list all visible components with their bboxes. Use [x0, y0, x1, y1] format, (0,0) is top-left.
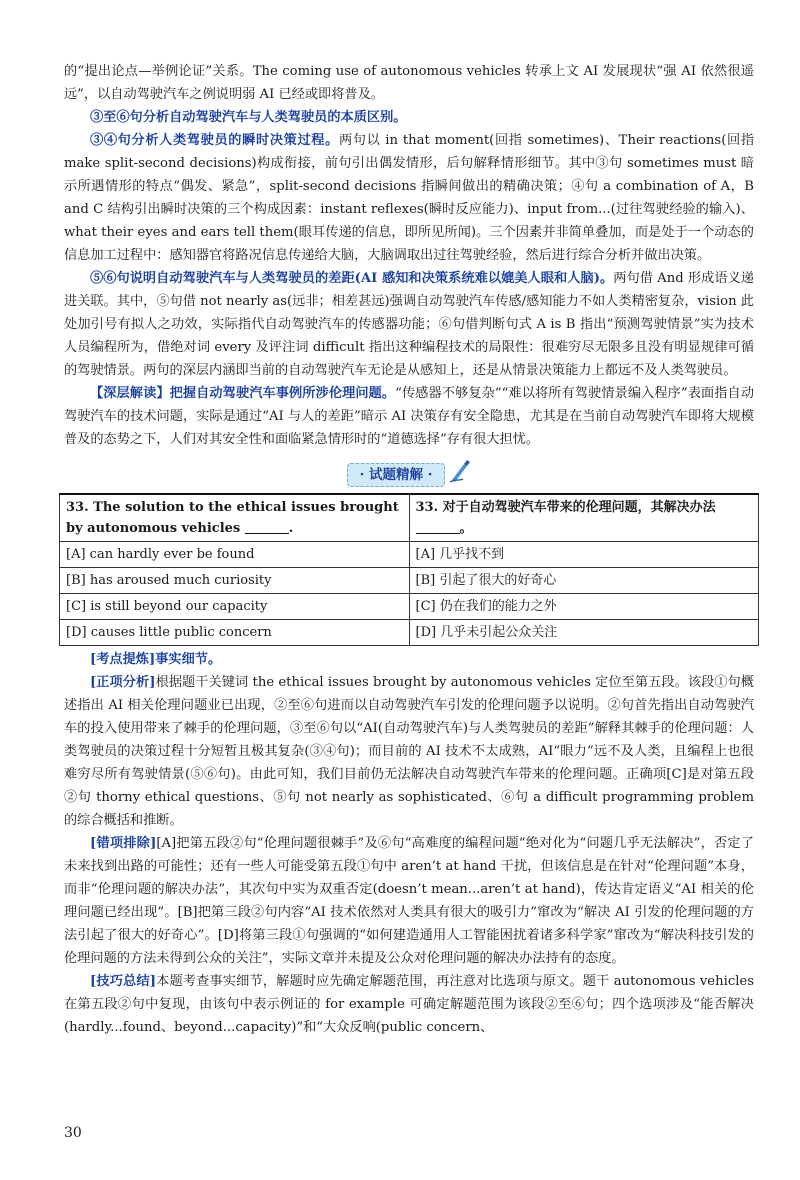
- heading-text: ③至⑥句分析自动驾驶汽车与人类驾驶员的本质区别。: [90, 110, 407, 125]
- key-point-tag: [考点提炼]: [90, 652, 156, 667]
- deep-reading-text: “传感器不够复杂”“难以将所有驾驶情景编入程序”表面指自动驾驶汽车的技术问题，实际是通过“AI 与人的差距”暗示 AI 决策存有安全隐患，尤其是在当前自动驾驶汽车即将大规模普及的态势之下，人们对其安全性和面临紧急情形时的“道德选择”存有很大担忧。: [64, 386, 755, 447]
- correct-analysis-text: 根据题干关键词 the ethical issues brought by autonomous vehicles 定位至第五段。该段①句概述指出 AI 相关伦理问题业已出现，②至⑥句进而以自动驾驶汽车引发的伦理问题予以说明。②句首先指出自动驾驶汽车的投入使用带来了棘手的伦理问题，③至⑥句以“AI(自动驾驶汽车)与人类驾驶员的差距”解释其棘手的伦理问题：人类驾驶员的决策过程十分短暂且极其复杂(③④句)；而目前的 AI 技术不太成熟，AI“眼力”远不及人类，且编程上也很难穷尽所有驾驶情景(⑤⑥句)。由此可知，我们目前仍无法解决自动驾驶汽车带来的伦理问题。正确项[C]是对第五段②句 thorny ethical questions、⑤句 not nearly as sophisticated、⑥句 a difficult programming problem 的综合概括和推断。: [64, 675, 754, 828]
- deep-reading-paragraph: [64, 382, 754, 451]
- option-row-a: [60, 542, 759, 568]
- option-cn: [B] 引起了很大的好奇心: [409, 568, 759, 594]
- question-stem-row: [60, 494, 759, 542]
- option-en: [B] has aroused much curiosity: [60, 568, 410, 594]
- correct-analysis-paragraph: [64, 671, 754, 832]
- skill-summary-paragraph: [64, 970, 754, 1039]
- deep-reading-tag: 【深层解读】: [90, 386, 170, 401]
- option-row-c: [60, 594, 759, 620]
- heading-text: ③④句分析人类驾驶员的瞬时决策过程。: [90, 133, 339, 148]
- pen-icon: [449, 459, 471, 491]
- question-stem-cn: 33. 对于自动驾驶汽车带来的伦理问题，其解决办法。: [409, 494, 759, 542]
- option-en: [A] can hardly ever be found: [60, 542, 410, 568]
- correct-analysis-tag: [正项分析]: [90, 675, 156, 690]
- page-number: 30: [64, 1125, 82, 1141]
- option-en: [D] causes little public concern: [60, 620, 410, 646]
- skill-summary-text: 本题考查事实细节，解题时应先确定解题范围，再注意对比选项与原文。题干 autonomous vehicles 在第五段②句中复现，由该句中表示例证的 for example 可确定解题范围为该段②至⑥句；四个选项涉及“能否解决(hardly...found、beyond...capacity)”和“大众反响(public concern、: [64, 974, 754, 1035]
- section-heading-3-6: [64, 106, 754, 129]
- skill-summary-tag: [技巧总结]: [90, 974, 156, 989]
- section-banner: [64, 459, 754, 487]
- question-stem-en: 33. The solution to the ethical issues brought by autonomous vehicles .: [60, 494, 410, 542]
- option-cn: [D] 几乎未引起公众关注: [409, 620, 759, 646]
- paragraph-56: [64, 267, 754, 382]
- paragraph-intro: 的“提出论点—举例论证”关系。The coming use of autonomous vehicles 转承上文 AI 发展现状“强 AI 依然很遥远”，以自动驾驶汽车之例说明弱 AI 已经或即将普及。: [64, 64, 754, 102]
- content: [64, 60, 754, 1039]
- answer-blank: [245, 519, 289, 534]
- question-table: [59, 493, 759, 646]
- key-point-paragraph: [64, 648, 754, 671]
- paragraph-text: 两句以 in that moment(回指 sometimes)、Their reactions(回指 make split-second decisions)构成衔接，前句引出偶发情形，后句解释情形细节。其中③句 sometimes must 暗示所遇情形的特点“偶发、紧急”，split-second decisions 指瞬间做出的精确决策；④句 a combination of A，B and C 结构引出瞬时决策的三个构成因素：instant reflexes(瞬时反应能力)、input from...(过往驾驶经验的输入)、what their eyes and ears tell them(眼耳传递的信息，即所见所闻)。三个因素并非简单叠加，而是处于一个动态的信息加工过程中：感知器官将路况信息传递给大脑，大脑调取出过往驾驶经验，然后进行综合分析并做出决策。: [64, 133, 755, 263]
- option-en: [C] is still beyond our capacity: [60, 594, 410, 620]
- option-cn: [C] 仍在我们的能力之外: [409, 594, 759, 620]
- banner-label: · 试题精解 ·: [347, 463, 446, 487]
- heading-text: ⑤⑥句说明自动驾驶汽车与人类驾驶员的差距(AI 感知和决策系统难以媲美人眼和人脑)。: [90, 271, 614, 286]
- wrong-options-paragraph: [64, 832, 754, 970]
- wrong-options-tag: [错项排除]: [90, 836, 157, 851]
- option-row-b: [60, 568, 759, 594]
- deep-reading-bold: 把握自动驾驶汽车事例所涉伦理问题。: [169, 386, 396, 401]
- wrong-options-text: [A]把第五段②句“伦理问题很棘手”及⑥句“高难度的编程问题”绝对化为“问题几乎无法解决”，否定了未来找到出路的可能性；还有一些人可能受第五段①句中 aren’t at hand 干扰，但该信息是在针对“伦理问题”本身，而非“伦理问题的解决办法”，其次句中实为双重否定(doesn’t mean...aren’t at hand)，传达肯定语义“AI 相关的伦理问题已经出现”。[B]把第三段②句内容“AI 技术依然对人类具有很大的吸引力”窜改为“解决 AI 引发的伦理问题的方法引起了很大的好奇心”。[D]将第三段①句强调的“如何建造通用人工智能困扰着诸多科学家”窜改为“解决科技引发的伦理问题的方法未得到公众的关注”，实际文章并未提及公众对伦理问题的解决办法持有的态度。: [64, 836, 754, 966]
- key-point-text: 事实细节。: [155, 652, 222, 667]
- option-row-d: [60, 620, 759, 646]
- paragraph-34: [64, 129, 754, 267]
- paragraph-text: 两句借 And 形成语义递进关联。其中，⑤句借 not nearly as(远非；相差甚远)强调自动驾驶汽车传感/感知能力不如人类精密复杂，vision 此处加引号有拟人之功效，实际指代自动驾驶汽车的传感器功能；⑥句借判断句式 A is B 指出“预测驾驶情景”实为技术人员编程所为，借绝对词 every 及评注词 difficult 指出这种编程技术的局限性：很难穷尽无限多且没有明显规律可循的驾驶情景。两句的深层内涵即当前的自动驾驶汽车无论是从感知上，还是从情景决策能力上都远不及人类驾驶员。: [64, 271, 754, 378]
- option-cn: [A] 几乎找不到: [409, 542, 759, 568]
- answer-blank: [416, 519, 460, 534]
